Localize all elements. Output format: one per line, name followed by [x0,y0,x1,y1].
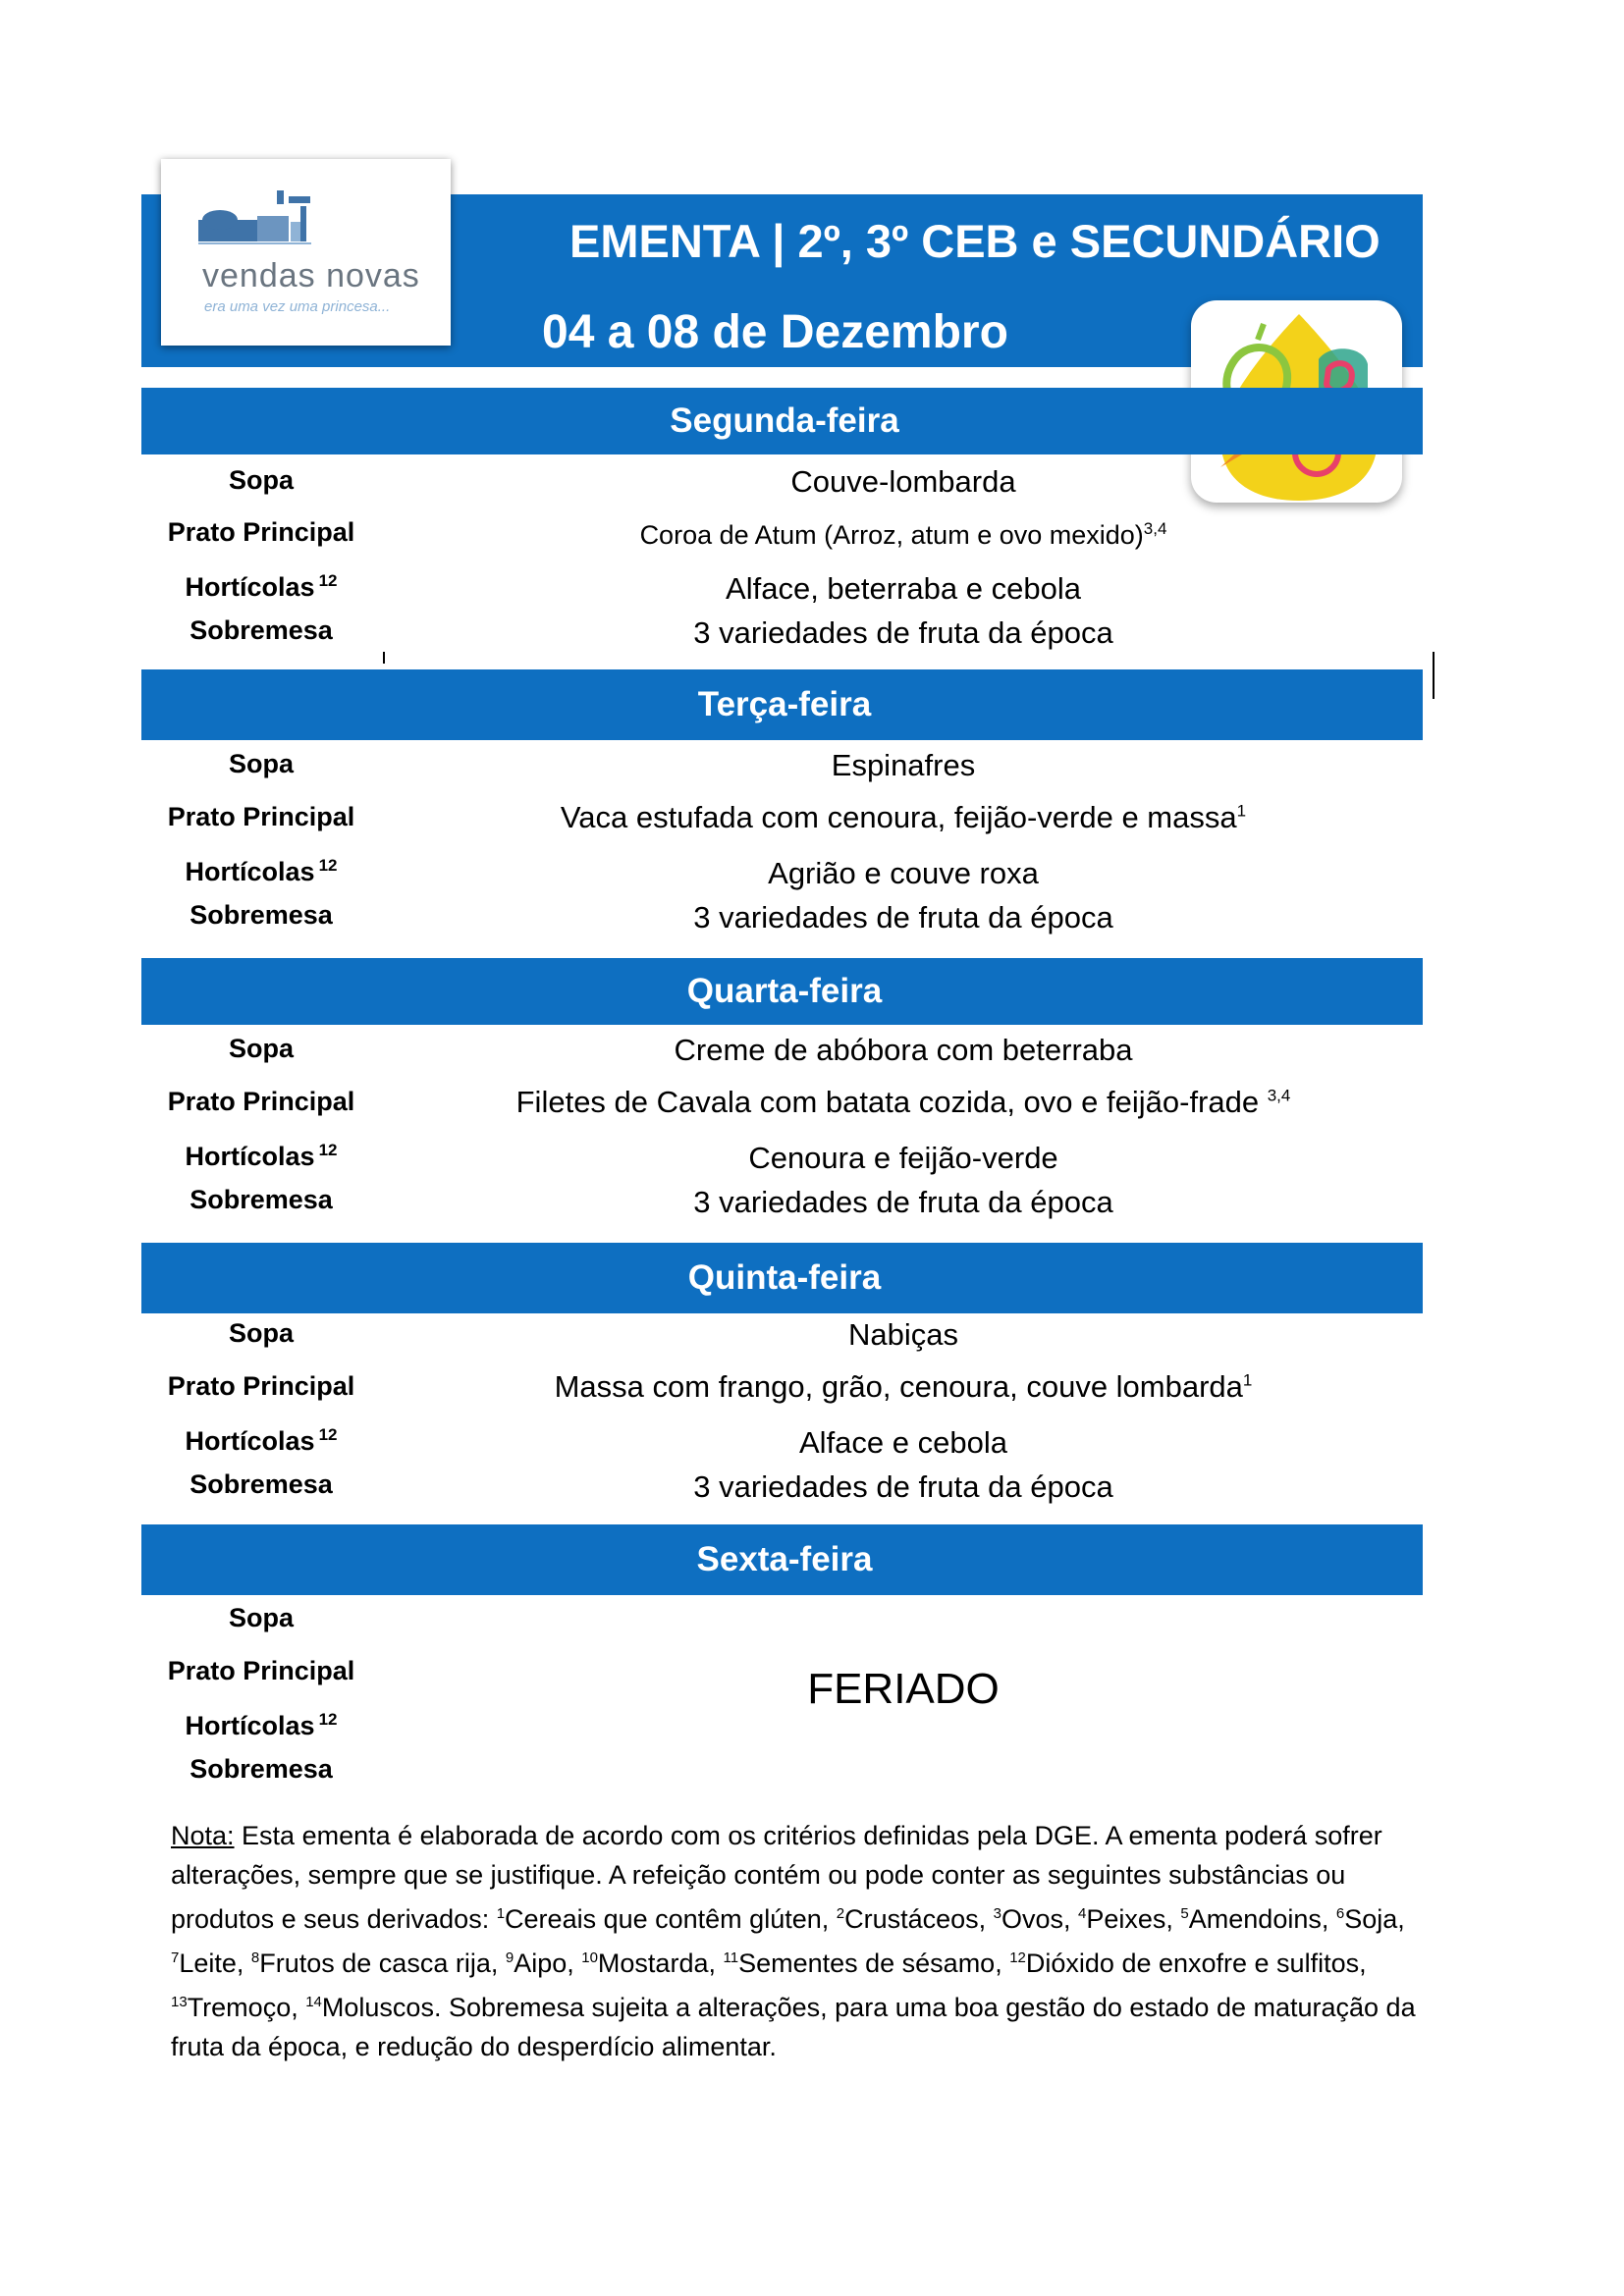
allergen-number: 8 [250,1949,260,1966]
allergen-number: 14 [305,1994,322,2010]
allergen-text: Sementes de sésamo, [738,1949,1010,1978]
allergen-item [171,1949,251,1978]
allergen-text: Frutos de casca rija, [259,1949,506,1978]
label-sobremesa: Sobremesa [189,615,333,645]
allergen-item [1078,1904,1180,1934]
allergen-note [171,1816,1418,2066]
label-prato: Prato Principal [167,1087,355,1116]
allergen-number: 10 [581,1949,598,1966]
value-sopa: Couve-lombarda [790,464,1016,499]
allergen-text: Cereais que contêm glúten, [505,1904,837,1934]
label-prato: Prato Principal [167,517,355,547]
label-horticolas: Hortícolas $^{12}$ [185,856,338,886]
logo-tagline: era uma vez uma princesa... [204,298,391,315]
allergen-item [837,1904,994,1934]
value-prato: Vaca estufada com cenoura, feijão-verde e massa$^1$ [560,800,1247,834]
allergen-text: Ovos, [1001,1904,1079,1934]
value-sopa: Creme de abóbora com beterraba [674,1033,1133,1067]
value-horticolas: Alface, beterraba e cebola [726,571,1081,606]
allergen-item [305,1993,441,2022]
allergen-text: Peixes, [1086,1904,1181,1934]
label-horticolas: Hortícolas $^{12}$ [185,1141,338,1171]
allergen-number: 1 [496,1905,506,1922]
day-header-terca [141,669,1423,740]
value-sopa: Espinafres [831,748,976,782]
allergen-number: 12 [1009,1949,1026,1966]
logo-landscape-icon [198,187,434,255]
value-horticolas: Alface e cebola [799,1425,1007,1460]
label-sobremesa: Sobremesa [189,1469,333,1499]
label-prato: Prato Principal [167,1371,355,1401]
label-sobremesa: Sobremesa [189,1185,333,1214]
label-horticolas: Hortícolas $^{12}$ [185,1425,338,1456]
value-sobremesa: 3 variedades de fruta da época [693,1469,1113,1504]
allergen-number: 6 [1335,1905,1345,1922]
allergen-number: 7 [171,1949,180,1966]
label-sobremesa: Sobremesa [189,900,333,930]
label-sopa: Sopa [228,1318,294,1348]
day-name: Quarta-feira [686,972,883,1010]
cell-border [1433,652,1435,699]
allergen-item [506,1949,581,1978]
allergen-number: 2 [836,1905,845,1922]
label-horticolas: Hortícolas $^{12}$ [185,1710,338,1740]
day-name: Segunda-feira [670,401,899,440]
label-prato: Prato Principal [167,802,355,831]
day-header-segunda [141,388,1423,454]
allergen-text: Amendoins, [1188,1904,1336,1934]
allergen-item [581,1949,723,1978]
value-sobremesa: 3 variedades de fruta da época [693,1185,1113,1219]
allergen-number: 5 [1180,1905,1189,1922]
value-sopa: Nabiças [848,1317,958,1352]
note-label: Nota: [171,1821,235,1850]
label-sopa: Sopa [228,465,294,495]
label-sopa: Sopa [228,749,294,778]
date-range: 04 a 08 de Dezembro [542,306,1008,358]
cell-border [383,652,385,664]
value-prato: Filetes de Cavala com batata cozida, ovo e feijão-frade $^{3,4}$ [515,1085,1291,1119]
allergen-text: Tremoço, [187,1993,306,2022]
day-header-sexta [141,1524,1423,1595]
label-sobremesa: Sobremesa [189,1754,333,1784]
day-name: Terça-feira [697,685,872,723]
label-sopa: Sopa [228,1603,294,1632]
day-header-quinta [141,1243,1423,1313]
day-header-quarta [141,958,1423,1025]
allergen-text: Moluscos. [321,1993,442,2022]
allergen-text: Aipo, [514,1949,582,1978]
value-sobremesa: 3 variedades de fruta da época [693,615,1113,650]
day-name: Quinta-feira [687,1258,882,1297]
note-intro: Esta ementa é elaborada de acordo com os critérios definidas pela DGE. A ementa poderá sofrer alterações, sempre que se justifique. A refeição contém ou pode conter as seguintes substâncias ou produtos e seus derivados: [171,1821,1382,1934]
allergen-item [723,1949,1009,1978]
value-horticolas: Cenoura e feijão-verde [748,1141,1058,1175]
allergen-text: Mostarda, [597,1949,724,1978]
allergen-number: 11 [723,1949,739,1966]
allergen-item [171,1993,305,2022]
label-prato: Prato Principal [167,1656,355,1685]
allergen-text: Crustáceos, [844,1904,994,1934]
value-sobremesa: 3 variedades de fruta da época [693,900,1113,934]
label-sopa: Sopa [228,1034,294,1063]
allergen-number: 4 [1078,1905,1087,1922]
allergen-text: Leite, [179,1949,251,1978]
allergen-item [1180,1904,1335,1934]
note-outro: Sobremesa sujeita a alterações, para uma boa gestão do estado de maturação da fruta da época, e redução do desperdício alimentar. [171,1993,1416,2061]
day-name: Sexta-feira [696,1540,873,1578]
allergen-number: 9 [505,1949,514,1966]
allergen-item [1009,1949,1366,1978]
value-prato: Coroa de Atum (Arroz, atum e ovo mexido)$^{3,4}$ [639,519,1167,550]
value-horticolas: Agrião e couve roxa [768,856,1039,890]
municipality-logo [161,159,451,346]
label-horticolas: Hortícolas $^{12}$ [185,571,338,602]
allergen-item [251,1949,506,1978]
allergen-item [994,1904,1078,1934]
value-prato: Massa com frango, grão, cenoura, couve lombarda$^1$ [554,1369,1253,1404]
allergen-number: 13 [171,1994,188,2010]
allergen-text: Soja, [1344,1904,1405,1934]
allergen-item [1336,1904,1405,1934]
allergen-number: 3 [993,1905,1001,1922]
allergen-text: Dióxido de enxofre e sulfitos, [1025,1949,1367,1978]
logo-name: vendas novas [202,257,420,294]
page-title: EMENTA | 2º, 3º CEB e SECUNDÁRIO [569,215,1380,267]
allergen-item [497,1904,837,1934]
holiday-notice: FERIADO [807,1665,1000,1713]
